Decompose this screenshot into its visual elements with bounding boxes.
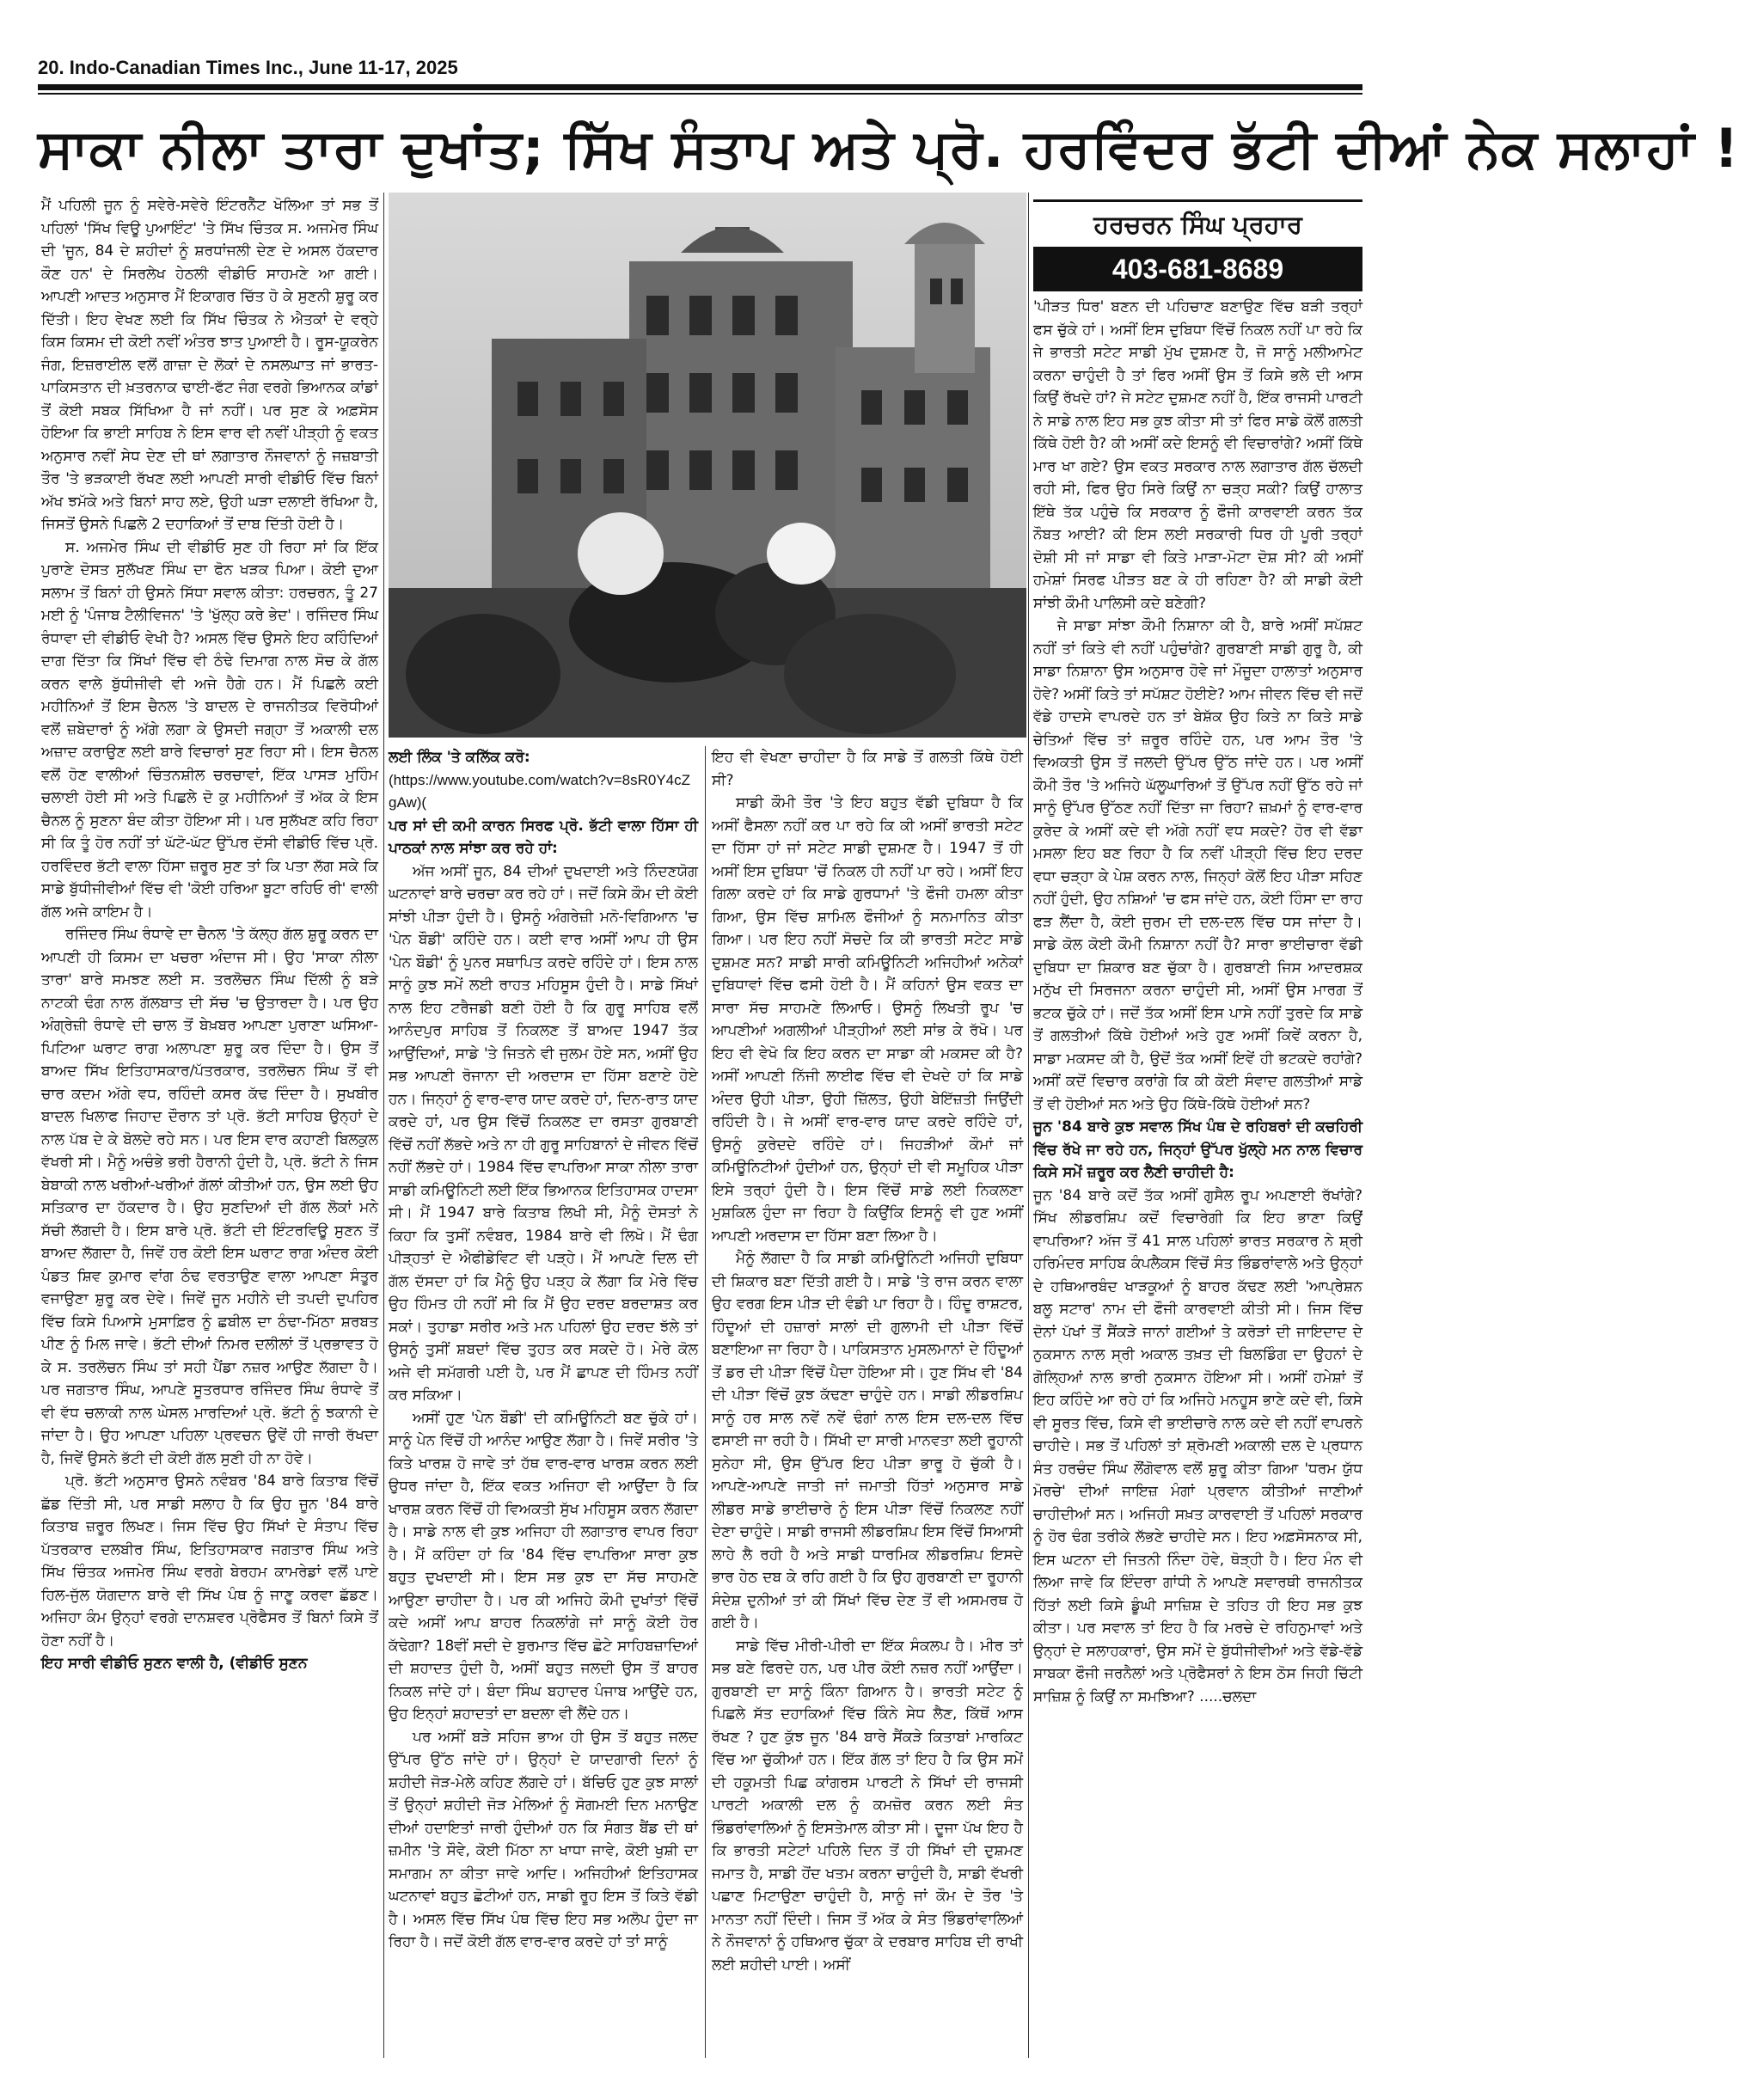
article-paragraph-bold: ਇਹ ਸਾਰੀ ਵੀਡੀਓ ਸੁਣਨ ਵਾਲੀ ਹੈ, (ਵੀਡੀਓ ਸੁਣਨ <box>41 1655 308 1672</box>
article-paragraph: ਜੂਨ '84 ਬਾਰੇ ਕਦੋਂ ਤੱਕ ਅਸੀਂ ਗੁਸੈਲ ਰੂਪ ਅਪਣਾਈ ਰੱਖਾਂਗੇ? ਸਿੱਖ ਲੀਡਰਸ਼ਿਪ ਕਦੋਂ ਵਿਚਾਰੇਗੀ ਕਿ ਇਹ ਭਾਣਾ ਕਿਉਂ ਵਾਪਰਿਆ? ਅੱਜ ਤੋਂ 41 ਸਾਲ ਪਹਿਲਾਂ ਭਾਰਤ ਸਰਕਾਰ ਨੇ ਸ਼੍ਰੀ ਹਰਿਮੰਦਰ ਸਾਹਿਬ ਕੰਪਲੈਕਸ ਵਿੱਚੋਂ ਸੰਤ ਭਿੰਡਰਾਂਵਾਲੇ ਅਤੇ ਉਨ੍ਹਾਂ ਦੇ ਹਥਿਆਰਬੰਦ ਖਾੜਕੂਆਂ ਨੂੰ ਬਾਹਰ ਕੱਢਣ ਲਈ 'ਆਪ੍ਰੇਸ਼ਨ ਬਲੂ ਸਟਾਰ' ਨਾਮ ਦੀ ਫੌਜੀ ਕਾਰਵਾਈ ਕੀਤੀ ਸੀ। ਜਿਸ ਵਿੱਚ ਦੋਨਾਂ ਪੱਖਾਂ ਤੋਂ ਸੈਂਕੜੇ ਜਾਨਾਂ ਗਈਆਂ ਤੇ ਕਰੋੜਾਂ ਦੀ ਜਾਇਦਾਦ ਦੇ ਨੁਕਸਾਨ ਨਾਲ ਸ੍ਰੀ ਅਕਾਲ ਤਖ਼ਤ ਦੀ ਬਿਲਡਿੰਗ ਦਾ ਉਹਨਾਂ ਦੇ ਗੋਲ੍ਹਿਆਂ ਨਾਲ ਭਾਰੀ ਨੁਕਸਾਨ ਹੋਇਆ ਸੀ। ਅਸੀਂ ਹਮੇਸ਼ਾਂ ਤੋਂ ਇਹ ਕਹਿੰਦੇ ਆ ਰਹੇ ਹਾਂ ਕਿ ਅਜਿਹੇ ਮਨਹੂਸ ਭਾਣੇ ਕਦੇ ਵੀ, ਕਿਸੇ ਵੀ ਸੂਰਤ ਵਿੱਚ, ਕਿਸੇ ਵੀ ਭਾਈਚਾਰੇ ਨਾਲ ਕਦੇ ਵੀ ਨਹੀਂ ਵਾਪਰਨੇ ਚਾਹੀਦੇ। ਸਭ ਤੋਂ ਪਹਿਲਾਂ ਤਾਂ ਸ਼੍ਰੋਮਣੀ ਅਕਾਲੀ ਦਲ ਦੇ ਪ੍ਰਧਾਨ ਸੰਤ ਹਰਚੰਦ ਸਿੰਘ ਲੌਂਗੋਵਾਲ ਵਲੋਂ ਸ਼ੁਰੂ ਕੀਤਾ ਗਿਆ 'ਧਰਮ ਯੁੱਧ ਮੋਰਚੇ' ਦੀਆਂ ਜਾਇਜ਼ ਮੰਗਾਂ ਪ੍ਰਵਾਨ ਕੀਤੀਆਂ ਜਾਣੀਆਂ ਚਾਹੀਦੀਆਂ ਸਨ। ਅਜਿਹੀ ਸਖ਼ਤ ਕਾਰਵਾਈ ਤੋਂ ਪਹਿਲਾਂ ਸਰਕਾਰ ਨੂੰ ਹੋਰ ਢੰਗ ਤਰੀਕੇ ਲੱਭਣੇ ਚਾਹੀਦੇ ਸਨ। ਇਹ ਅਫ਼ਸੋਸਨਾਕ ਸੀ, ਇਸ ਘਟਨਾ ਦੀ ਜਿਤਨੀ ਨਿੰਦਾ ਹੋਵੇ, ਥੋੜ੍ਹੀ ਹੈ। ਇਹ ਮੰਨ ਵੀ ਲਿਆ ਜਾਵੇ ਕਿ ਇੰਦਰਾ ਗਾਂਧੀ ਨੇ ਆਪਣੇ ਸਵਾਰਥੀ ਰਾਜਨੀਤਕ ਹਿੱਤਾਂ ਲਈ ਕਿਸੇ ਡੂੰਘੀ ਸਾਜ਼ਿਸ਼ ਦੇ ਤਹਿਤ ਹੀ ਇਹ ਸਭ ਕੁਝ ਕੀਤਾ। ਪਰ ਸਵਾਲ ਤਾਂ ਇਹ ਹੈ ਕਿ ਮਰਚੇ ਦੇ ਰਹਿਨੁਮਾਵਾਂ ਅਤੇ ਉਨ੍ਹਾਂ ਦੇ ਸਲਾਹਕਾਰਾਂ, ਉਸ ਸਮੇਂ ਦੇ ਬੁੱਧੀਜੀਵੀਆਂ ਅਤੇ ਵੱਡੇ-ਵੱਡੇ ਸਾਬਕਾ ਫੌਜੀ ਜਰਨੈਲਾਂ ਅਤੇ ਪ੍ਰੋਫੈਸਰਾਂ ਨੇ ਇਸ ਠੋਸ ਜਿਹੀ ਚਿੱਟੀ ਸਾਜ਼ਿਸ਼ ਨੂੰ ਕਿਉਂ ਨਾ ਸਮਝਿਆ? .....ਚਲਦਾ <box>1033 1186 1362 1705</box>
author-phone: 403-681-8689 <box>1033 247 1362 291</box>
article-paragraph: ਸਾਡੇ ਵਿੱਚ ਮੀਰੀ-ਪੀਰੀ ਦਾ ਇੱਕ ਸੰਕਲਪ ਹੈ। ਮੀਰ ਤਾਂ ਸਭ ਬਣੇ ਫਿਰਦੇ ਹਨ, ਪਰ ਪੀਰ ਕੋਈ ਨਜ਼ਰ ਨਹੀਂ ਆਉਂਦਾ। ਗੁਰਬਾਣੀ ਦਾ ਸਾਨੂੰ ਕਿੰਨਾ ਗਿਆਨ ਹੈ। ਭਾਰਤੀ ਸਟੇਟ ਨੂੰ ਪਿਛਲੇ ਸੱਤ ਦਹਾਕਿਆਂ ਵਿੱਚ ਕਿੰਨੇ ਸੇਧ ਲੈਣ, ਕਿੱਥੋਂ ਆਸ ਰੱਖਣ ? ਹੁਣ ਕੁੱਝ ਜੂਨ '84 ਬਾਰੇ ਸੈਂਕੜੇ ਕਿਤਾਬਾਂ ਮਾਰਕਿਟ ਵਿੱਚ ਆ ਚੁੱਕੀਆਂ ਹਨ। ਇੱਕ ਗੱਲ ਤਾਂ ਇਹ ਹੈ ਕਿ ਉਸ ਸਮੇਂ ਦੀ ਹਕੂਮਤੀ ਪਿਛ ਕਾਂਗਰਸ ਪਾਰਟੀ ਨੇ ਸਿੱਖਾਂ ਦੀ ਰਾਜਸੀ ਪਾਰਟੀ ਅਕਾਲੀ ਦਲ ਨੂੰ ਕਮਜ਼ੋਰ ਕਰਨ ਲਈ ਸੰਤ ਭਿੰਡਰਾਂਵਾਲਿਆਂ ਨੂੰ ਇਸਤੇਮਾਲ ਕੀਤਾ ਸੀ। ਦੂਜਾ ਪੱਖ ਇਹ ਹੈ ਕਿ ਭਾਰਤੀ ਸਟੇਟਾਂ ਪਹਿਲੇ ਦਿਨ ਤੋਂ ਹੀ ਸਿੱਖਾਂ ਦੀ ਦੁਸ਼ਮਣ ਜਮਾਤ ਹੈ, ਸਾਡੀ ਹੋਂਦ ਖਤਮ ਕਰਨਾ ਚਾਹੁੰਦੀ ਹੈ, ਸਾਡੀ ਵੱਖਰੀ ਪਛਾਣ ਮਿਟਾਉਣਾ ਚਾਹੁੰਦੀ ਹੈ, ਸਾਨੂੰ ਜਾਂ ਕੌਮ ਦੇ ਤੌਰ 'ਤੇ ਮਾਨਤਾ ਨਹੀਂ ਦਿੰਦੀ। ਜਿਸ ਤੋਂ ਅੱਕ ਕੇ ਸੰਤ ਭਿੰਡਰਾਂਵਾਲਿਆਂ ਨੇ ਨੌਜਵਾਨਾਂ ਨੂੰ ਹਥਿਆਰ ਚੁੱਕਾ ਕੇ ਦਰਬਾਰ ਸਾਹਿਬ ਦੀ ਰਾਖੀ ਲਈ ਸ਼ਹੀਦੀ ਪਾਈ। ਅਸੀਂ <box>712 1637 1023 1974</box>
historic-building-photo <box>389 193 1026 738</box>
article-column-3 <box>712 746 1023 2058</box>
article-paragraph: ਮੈਨੂੰ ਲੱਗਦਾ ਹੈ ਕਿ ਸਾਡੀ ਕਮਿਊਨਿਟੀ ਅਜਿਹੀ ਦੁਬਿਧਾ ਦੀ ਸ਼ਿਕਾਰ ਬਣਾ ਦਿੱਤੀ ਗਈ ਹੈ। ਸਾਡੇ 'ਤੇ ਰਾਜ ਕਰਨ ਵਾਲਾ ਉਹ ਵਰਗ ਇਸ ਪੀੜ ਦੀ ਵੰਡੀ ਪਾ ਰਿਹਾ ਹੈ। ਹਿੰਦੂ ਰਾਸ਼ਟਰ, ਹਿੰਦੂਆਂ ਦੀ ਹਜ਼ਾਰਾਂ ਸਾਲਾਂ ਦੀ ਗੁਲਾਮੀ ਦੀ ਪੀੜਾ ਵਿੱਚੋਂ ਬਣਾਇਆ ਜਾ ਰਿਹਾ ਹੈ। ਪਾਕਿਸਤਾਨ ਮੁਸਲਮਾਨਾਂ ਦੇ ਹਿੰਦੂਆਂ ਤੋਂ ਡਰ ਦੀ ਪੀੜਾ ਵਿੱਚੋਂ ਪੈਦਾ ਹੋਇਆ ਸੀ। ਹੁਣ ਸਿੱਖ ਵੀ '84 ਦੀ ਪੀੜਾ ਵਿੱਚੋਂ ਕੁਝ ਕੱਢਣਾ ਚਾਹੁੰਦੇ ਹਨ। ਸਾਡੀ ਲੀਡਰਸ਼ਿਪ ਸਾਨੂੰ ਹਰ ਸਾਲ ਨਵੇਂ ਨਵੇਂ ਢੰਗਾਂ ਨਾਲ ਇਸ ਦਲ-ਦਲ ਵਿੱਚ ਫਸਾਈ ਜਾ ਰਹੀ ਹੈ। ਸਿੱਖੀ ਦਾ ਸਾਰੀ ਮਾਨਵਤਾ ਲਈ ਰੂਹਾਨੀ ਸੁਨੇਹਾ ਸੀ, ਉਸ ਉੱਪਰ ਇਹ ਪੀੜਾ ਭਾਰੂ ਹੋ ਚੁੱਕੀ ਹੈ। ਆਪਣੇ-ਆਪਣੇ ਜਾਤੀ ਜਾਂ ਜਮਾਤੀ ਹਿੱਤਾਂ ਅਨੁਸਾਰ ਸਾਡੇ ਲੀਡਰ ਸਾਡੇ ਭਾਈਚਾਰੇ ਨੂੰ ਇਸ ਪੀੜਾ ਵਿੱਚੋਂ ਨਿਕਲਣ ਨਹੀਂ ਦੇਣਾ ਚਾਹੁੰਦੇ। ਸਾਡੀ ਰਾਜਸੀ ਲੀਡਰਸ਼ਿਪ ਇਸ ਵਿੱਚੋਂ ਸਿਆਸੀ ਲਾਹੇ ਲੈ ਰਹੀ ਹੈ ਅਤੇ ਸਾਡੀ ਧਾਰਮਿਕ ਲੀਡਰਸ਼ਿਪ ਇਸਦੇ ਭਾਰ ਹੇਠ ਦਬ ਕੇ ਰਹਿ ਗਈ ਹੈ ਕਿ ਉਹ ਗੁਰਬਾਣੀ ਦਾ ਰੂਹਾਨੀ ਸੰਦੇਸ਼ ਦੁਨੀਆਂ ਤਾਂ ਕੀ ਸਿੱਖਾਂ ਵਿੱਚ ਦੇਣ ਤੋਂ ਵੀ ਅਸਮਰਥ ਹੋ ਗਈ ਹੈ। <box>712 1250 1023 1632</box>
article-paragraph: ਸਾਡੀ ਕੌਮੀ ਤੌਰ 'ਤੇ ਇਹ ਬਹੁਤ ਵੱਡੀ ਦੁਬਿਧਾ ਹੈ ਕਿ ਅਸੀਂ ਫੈਸਲਾ ਨਹੀਂ ਕਰ ਪਾ ਰਹੇ ਕਿ ਕੀ ਅਸੀਂ ਭਾਰਤੀ ਸਟੇਟ ਦਾ ਹਿੱਸਾ ਹਾਂ ਜਾਂ ਸਟੇਟ ਸਾਡੀ ਦੁਸ਼ਮਣ ਹੈ। 1947 ਤੋਂ ਹੀ ਅਸੀਂ ਇਸ ਦੁਬਿਧਾ 'ਚੋਂ ਨਿਕਲ ਹੀ ਨਹੀਂ ਪਾ ਰਹੇ। ਅਸੀਂ ਇਹ ਗਿਲਾ ਕਰਦੇ ਹਾਂ ਕਿ ਸਾਡੇ ਗੁਰਧਾਮਾਂ 'ਤੇ ਫੌਜੀ ਹਮਲਾ ਕੀਤਾ ਗਿਆ, ਉਸ ਵਿੱਚ ਸ਼ਾਮਿਲ ਫੌਜੀਆਂ ਨੂੰ ਸਨਮਾਨਿਤ ਕੀਤਾ ਗਿਆ। ਪਰ ਇਹ ਨਹੀਂ ਸੋਚਦੇ ਕਿ ਕੀ ਭਾਰਤੀ ਸਟੇਟ ਸਾਡੇ ਦੁਸ਼ਮਣ ਸਨ? ਸਾਡੀ ਸਾਰੀ ਕਮਿਊਨਿਟੀ ਅਜਿਹੀਆਂ ਅਨੇਕਾਂ ਦੁਬਿਧਾਵਾਂ ਵਿੱਚ ਫਸੀ ਹੋਈ ਹੈ। ਮੈਂ ਕਹਿਨਾਂ ਉਸ ਵਕਤ ਦਾ ਸਾਰਾ ਸੱਚ ਸਾਹਮਣੇ ਲਿਆਓ। ਉਸਨੂੰ ਲਿਖਤੀ ਰੂਪ 'ਚ ਆਪਣੀਆਂ ਅਗਲੀਆਂ ਪੀੜ੍ਹੀਆਂ ਲਈ ਸਾਂਭ ਕੇ ਰੱਖੋ। ਪਰ ਇਹ ਵੀ ਵੇਖੋ ਕਿ ਇਹ ਕਰਨ ਦਾ ਸਾਡਾ ਕੀ ਮਕਸਦ ਕੀ ਹੈ? ਅਸੀਂ ਆਪਣੀ ਨਿੱਜੀ ਲਾਈਫ ਵਿੱਚ ਵੀ ਦੇਖਦੇ ਹਾਂ ਕਿ ਸਾਡੇ ਅੰਦਰ ਉਹੀ ਪੀੜਾ, ਉਹੀ ਜ਼ਿੱਲਤ, ਉਹੀ ਬੇਇੱਜ਼ਤੀ ਜਿਉਂਦੀ ਰਹਿੰਦੀ ਹੈ। ਜੇ ਅਸੀਂ ਵਾਰ-ਵਾਰ ਯਾਦ ਕਰਦੇ ਰਹਿੰਦੇ ਹਾਂ, ਉਸਨੂੰ ਕੁਰੇਦਦੇ ਰਹਿੰਦੇ ਹਾਂ। ਜਿਹੜੀਆਂ ਕੌਮਾਂ ਜਾਂ ਕਮਿਊਨਿਟੀਆਂ ਹੁੰਦੀਆਂ ਹਨ, ਉਨ੍ਹਾਂ ਦੀ ਵੀ ਸਮੂਹਿਕ ਪੀੜਾ ਇਸੇ ਤਰ੍ਹਾਂ ਹੁੰਦੀ ਹੈ। ਇਸ ਵਿੱਚੋਂ ਸਾਡੇ ਲਈ ਨਿਕਲਣਾ ਮੁਸ਼ਕਿਲ ਹੁੰਦਾ ਜਾ ਰਿਹਾ ਹੈ ਕਿਉਂਕਿ ਇਸਨੂੰ ਵੀ ਹੁਣ ਅਸੀਂ ਆਪਣੀ ਅਰਦਾਸ ਦਾ ਹਿੱਸਾ ਬਣਾ ਲਿਆ ਹੈ। <box>712 794 1023 1245</box>
page-folio: 20. Indo-Canadian Times Inc., June 11-17, 2025 <box>38 57 458 78</box>
article-column-1 <box>41 194 378 2058</box>
link-caption: ਲਈ ਲਿੰਕ 'ਤੇ ਕਲਿੱਕ ਕਰੋ: <box>389 749 530 766</box>
article-column-2 <box>389 746 698 2058</box>
historic-building-illustration <box>389 193 1026 738</box>
article-paragraph: 'ਪੀੜਤ ਧਿਰ' ਬਣਨ ਦੀ ਪਹਿਚਾਣ ਬਣਾਉਣ ਵਿੱਚ ਬੜੀ ਤਰ੍ਹਾਂ ਫਸ ਚੁੱਕੇ ਹਾਂ। ਅਸੀਂ ਇਸ ਦੁਬਿਧਾ ਵਿੱਚੋਂ ਨਿਕਲ ਨਹੀਂ ਪਾ ਰਹੇ ਕਿ ਜੇ ਭਾਰਤੀ ਸਟੇਟ ਸਾਡੀ ਮੁੱਖ ਦੁਸ਼ਮਣ ਹੈ, ਜੋ ਸਾਨੂੰ ਮਲੀਆਮੇਟ ਕਰਨਾ ਚਾਹੁੰਦੀ ਹੈ ਤਾਂ ਫਿਰ ਅਸੀਂ ਉਸ ਤੋਂ ਕਿਸੇ ਭਲੇ ਦੀ ਆਸ ਕਿਉਂ ਰੱਖਦੇ ਹਾਂ? ਜੇ ਸਟੇਟ ਦੁਸ਼ਮਣ ਨਹੀਂ ਹੈ, ਇੱਕ ਰਾਜਸੀ ਪਾਰਟੀ ਨੇ ਸਾਡੇ ਨਾਲ ਇਹ ਸਭ ਕੁਝ ਕੀਤਾ ਸੀ ਤਾਂ ਫਿਰ ਸਾਡੇ ਕੋਲੋਂ ਗਲਤੀ ਕਿੱਥੇ ਹੋਈ ਹੈ? ਕੀ ਅਸੀਂ ਕਦੇ ਇਸਨੂੰ ਵੀ ਵਿਚਾਰਾਂਗੇ? ਅਸੀਂ ਕਿੱਥੇ ਮਾਰ ਖਾ ਗਏ? ਉਸ ਵਕਤ ਸਰਕਾਰ ਨਾਲ ਲਗਾਤਾਰ ਗੱਲ ਚੱਲਦੀ ਰਹੀ ਸੀ, ਫਿਰ ਉਹ ਸਿਰੇ ਕਿਉਂ ਨਾ ਚੜ੍ਹ ਸਕੀ? ਕਿਉਂ ਹਾਲਾਤ ਇੱਥੇ ਤੱਕ ਪਹੁੰਚੇ ਕਿ ਸਰਕਾਰ ਨੂੰ ਫੌਜੀ ਕਾਰਵਾਈ ਕਰਨ ਤੱਕ ਨੌਬਤ ਆਈ? ਕੀ ਇਸ ਲਈ ਸਰਕਾਰੀ ਧਿਰ ਹੀ ਪੂਰੀ ਤਰ੍ਹਾਂ ਦੋਸ਼ੀ ਸੀ ਜਾਂ ਸਾਡਾ ਵੀ ਕਿਤੇ ਮਾੜਾ-ਮੋਟਾ ਦੋਸ਼ ਸੀ? ਕੀ ਅਸੀਂ ਹਮੇਸ਼ਾਂ ਸਿਰਫ ਪੀੜਤ ਬਣ ਕੇ ਹੀ ਰਹਿਣਾ ਹੈ? ਕੀ ਸਾਡੀ ਕੋਈ ਸਾਂਝੀ ਕੌਮੀ ਪਾਲਿਸੀ ਕਦੇ ਬਣੇਗੀ? <box>1033 298 1362 612</box>
article-paragraph: ਪਰ ਅਸੀਂ ਬੜੇ ਸਹਿਜ ਭਾਅ ਹੀ ਉਸ ਤੋਂ ਬਹੁਤ ਜਲਦ ਉੱਪਰ ਉੱਠ ਜਾਂਦੇ ਹਾਂ। ਉਨ੍ਹਾਂ ਦੇ ਯਾਦਗਾਰੀ ਦਿਨਾਂ ਨੂੰ ਸ਼ਹੀਦੀ ਜੋੜ-ਮੇਲੇ ਕਹਿਣ ਲੱਗਦੇ ਹਾਂ। ਬੱਚਿਓ ਹੁਣ ਕੁਝ ਸਾਲਾਂ ਤੋਂ ਉਨ੍ਹਾਂ ਸ਼ਹੀਦੀ ਜੋੜ ਮੇਲਿਆਂ ਨੂੰ ਸੋਗਮਈ ਦਿਨ ਮਨਾਉਣ ਦੀਆਂ ਹਦਾਇਤਾਂ ਜਾਰੀ ਹੁੰਦੀਆਂ ਹਨ ਕਿ ਸੰਗਤ ਬੈਂਡ ਦੀ ਥਾਂ ਜ਼ਮੀਨ 'ਤੇ ਸੌਵੇ, ਕੋਈ ਮਿੱਠਾ ਨਾ ਖਾਧਾ ਜਾਵੇ, ਕੋਈ ਖੁਸ਼ੀ ਦਾ ਸਮਾਗਮ ਨਾ ਕੀਤਾ ਜਾਵੇ ਆਦਿ। ਅਜਿਹੀਆਂ ਇਤਿਹਾਸਕ ਘਟਨਾਵਾਂ ਬਹੁਤ ਛੋਟੀਆਂ ਹਨ, ਸਾਡੀ ਰੂਹ ਇਸ ਤੋਂ ਕਿਤੇ ਵੱਡੀ ਹੈ। ਅਸਲ ਵਿੱਚ ਸਿੱਖ ਪੰਥ ਵਿੱਚ ਇਹ ਸਭ ਅਲੋਪ ਹੁੰਦਾ ਜਾ ਰਿਹਾ ਹੈ। ਜਦੋਂ ਕੋਈ ਗੱਲ ਵਾਰ-ਵਾਰ ਕਰਦੇ ਹਾਂ ਤਾਂ ਸਾਨੂੰ <box>389 1728 698 1950</box>
article-paragraph: ਜੇ ਸਾਡਾ ਸਾਂਝਾ ਕੌਮੀ ਨਿਸ਼ਾਨਾ ਕੀ ਹੈ, ਬਾਰੇ ਅਸੀਂ ਸਪੱਸ਼ਟ ਨਹੀਂ ਤਾਂ ਕਿਤੇ ਵੀ ਨਹੀਂ ਪਹੁੰਚਾਂਗੇ? ਗੁਰਬਾਣੀ ਸਾਡੀ ਗੁਰੂ ਹੈ, ਕੀ ਸਾਡਾ ਨਿਸ਼ਾਨਾ ਉਸ ਅਨੁਸਾਰ ਹੋਵੇ ਜਾਂ ਮੌਜੂਦਾ ਹਾਲਾਤਾਂ ਅਨੁਸਾਰ ਹੋਵੇ? ਅਸੀਂ ਕਿਤੇ ਤਾਂ ਸਪੱਸ਼ਟ ਹੋਈਏ? ਆਮ ਜੀਵਨ ਵਿੱਚ ਵੀ ਜਦੋਂ ਵੱਡੇ ਹਾਦਸੇ ਵਾਪਰਦੇ ਹਨ ਤਾਂ ਬੇਸ਼ੱਕ ਉਹ ਕਿਤੇ ਨਾ ਕਿਤੇ ਸਾਡੇ ਚੇਤਿਆਂ ਵਿੱਚ ਤਾਂ ਜ਼ਰੂਰ ਰਹਿੰਦੇ ਹਨ, ਪਰ ਆਮ ਤੌਰ 'ਤੇ ਵਿਅਕਤੀ ਉਸ ਤੋਂ ਜਲਦੀ ਉੱਪਰ ਉੱਠ ਜਾਂਦੇ ਹਨ। ਪਰ ਅਸੀਂ ਕੌਮੀ ਤੌਰ 'ਤੇ ਅਜਿਹੇ ਘੱਲੂਘਾਰਿਆਂ ਤੋਂ ਉੱਪਰ ਨਹੀਂ ਉੱਠ ਰਹੇ ਜਾਂ ਸਾਨੂੰ ਉੱਪਰ ਉੱਠਣ ਨਹੀਂ ਦਿੱਤਾ ਜਾ ਰਿਹਾ? ਜ਼ਖ਼ਮਾਂ ਨੂੰ ਵਾਰ-ਵਾਰ ਕੁਰੇਦ ਕੇ ਅਸੀਂ ਕਦੇ ਵੀ ਅੱਗੇ ਨਹੀਂ ਵਧ ਸਕਦੇ? ਹੋਰ ਵੀ ਵੱਡਾ ਮਸਲਾ ਇਹ ਬਣ ਰਿਹਾ ਹੈ ਕਿ ਨਵੀਂ ਪੀੜ੍ਹੀ ਵਿੱਚ ਇਹ ਦਰਦ ਵਧਾ ਚੜ੍ਹਾ ਕੇ ਪੇਸ਼ ਕਰਨ ਨਾਲ, ਜਿਨ੍ਹਾਂ ਕੋਲੋਂ ਇਹ ਪੀੜਾ ਸਹਿਣ ਨਹੀਂ ਹੁੰਦੀ, ਉਹ ਨਸ਼ਿਆਂ 'ਚ ਫਸ ਜਾਂਦੇ ਹਨ, ਕੋਈ ਹਿੰਸਾ ਦਾ ਰਾਹ ਫੜ ਲੈਂਦਾ ਹੈ, ਕੋਈ ਜੁਰਮ ਦੀ ਦਲ-ਦਲ ਵਿੱਚ ਧਸ ਜਾਂਦਾ ਹੈ। ਸਾਡੇ ਕੋਲ ਕੋਈ ਕੌਮੀ ਨਿਸ਼ਾਨਾ ਨਹੀਂ ਹੈ? ਸਾਰਾ ਭਾਈਚਾਰਾ ਵੱਡੀ ਦੁਬਿਧਾ ਦਾ ਸ਼ਿਕਾਰ ਬਣ ਚੁੱਕਾ ਹੈ। ਗੁਰਬਾਣੀ ਜਿਸ ਆਦਰਸ਼ਕ ਮਨੁੱਖ ਦੀ ਸਿਰਜਨਾ ਕਰਨਾ ਚਾਹੁੰਦੀ ਸੀ, ਅਸੀਂ ਉਸ ਮਾਰਗ ਤੋਂ ਭਟਕ ਚੁੱਕੇ ਹਾਂ। ਜਦੋਂ ਤੱਕ ਅਸੀਂ ਇਸ ਪਾਸੇ ਨਹੀਂ ਤੁਰਦੇ ਕਿ ਸਾਡੇ ਤੋਂ ਗਲਤੀਆਂ ਕਿੱਥੇ ਹੋਈਆਂ ਅਤੇ ਹੁਣ ਅਸੀਂ ਕਿਵੇਂ ਕਰਨਾ ਹੈ, ਸਾਡਾ ਮਕਸਦ ਕੀ ਹੈ, ਉਦੋਂ ਤੱਕ ਅਸੀਂ ਇਵੇਂ ਹੀ ਭਟਕਦੇ ਰਹਾਂਗੇ? ਅਸੀਂ ਕਦੋਂ ਵਿਚਾਰ ਕਰਾਂਗੇ ਕਿ ਕੀ ਕੋਈ ਸੰਵਾਦ ਗਲਤੀਆਂ ਸਾਡੇ ਤੋਂ ਵੀ ਹੋਈਆਂ ਸਨ ਅਤੇ ਉਹ ਕਿੱਥੇ-ਕਿੱਥੇ ਹੋਈਆਂ ਸਨ? <box>1033 617 1362 1113</box>
top-rule-thin <box>38 93 1362 95</box>
article-paragraph: ਸ. ਅਜਮੇਰ ਸਿੰਘ ਦੀ ਵੀਡੀਓ ਸੁਣ ਹੀ ਰਿਹਾ ਸਾਂ ਕਿ ਇੱਕ ਪੁਰਾਣੇ ਦੋਸਤ ਸੁਲੱਖਣ ਸਿੰਘ ਦਾ ਫੋਨ ਖੜਕ ਪਿਆ। ਕੋਈ ਦੁਆ ਸਲਾਮ ਤੋਂ ਬਿਨਾਂ ਹੀ ਉਸਨੇ ਸਿੱਧਾ ਸਵਾਲ ਕੀਤਾ: ਹਰਚਰਨ, ਤੂੰ 27 ਮਈ ਨੂੰ 'ਪੰਜਾਬ ਟੈਲੀਵਿਜਨ' 'ਤੇ 'ਖੁੱਲ੍ਹ ਕਰੇ ਭੇਦ'। ਰਜਿੰਦਰ ਸਿੰਘ ਰੰਧਾਵਾ ਦੀ ਵੀਡੀਓ ਵੇਖੀ ਹੈ? ਅਸਲ ਵਿੱਚ ਉਸਨੇ ਇਹ ਕਹਿੰਦਿਆਂ ਦਾਗ ਦਿੱਤਾ ਕਿ ਸਿੱਖਾਂ ਵਿੱਚ ਵੀ ਠੰਢੇ ਦਿਮਾਗ ਨਾਲ ਸੋਚ ਕੇ ਗੱਲ ਕਰਨ ਵਾਲੇ ਬੁੱਧੀਜੀਵੀ ਵੀ ਅਜੇ ਹੈਗੇ ਹਨ। ਮੈਂ ਪਿਛਲੇ ਕਈ ਮਹੀਨਿਆਂ ਤੋਂ ਇਸ ਚੈਨਲ 'ਤੇ ਬਾਦਲ ਦੇ ਰਾਜਨੀਤਕ ਵਿਰੋਧੀਆਂ ਵਲੋਂ ਜ਼ਬੇਦਾਰਾਂ ਨੂੰ ਅੱਗੇ ਲਗਾ ਕੇ ਉਸਦੀ ਜਗ੍ਹਾ ਤੋਂ ਅਕਾਲੀ ਦਲ ਅਜ਼ਾਦ ਕਰਾਉਣ ਲਈ ਬਾਰੇ ਵਿਚਾਰਾਂ ਸੁਣ ਰਿਹਾ ਸੀ। ਇਸ ਚੈਨਲ ਵਲੋਂ ਹੋਣ ਵਾਲੀਆਂ ਚਿੰਤਨਸ਼ੀਲ ਚਰਚਾਵਾਂ, ਇੱਕ ਪਾਸੜ ਮੁਹਿੰਮ ਚਲਾਈ ਹੋਈ ਸੀ ਅਤੇ ਪਿਛਲੇ ਦੋ ਕੁ ਮਹੀਨਿਆਂ ਤੋਂ ਅੱਕ ਕੇ ਇਸ ਚੈਨਲ ਨੂੰ ਸੁਣਨਾ ਬੰਦ ਕੀਤਾ ਹੋਇਆ ਸੀ। ਪਰ ਸੁਲੱਖਣ ਕਹਿ ਰਿਹਾ ਸੀ ਕਿ ਤੂੰ ਹੋਰ ਨਹੀਂ ਤਾਂ ਘੱਟੋ-ਘੱਟ ਉੱਪਰ ਦੱਸੀ ਵੀਡੀਓ ਵਿੱਚ ਪ੍ਰੋ. ਹਰਵਿੰਦਰ ਭੱਟੀ ਵਾਲਾ ਹਿੱਸਾ ਜ਼ਰੂਰ ਸੁਣ ਤਾਂ ਕਿ ਪਤਾ ਲੱਗ ਸਕੇ ਕਿ ਸਾਡੇ ਬੁੱਧੀਜੀਵੀਆਂ ਵਿੱਚ ਵੀ 'ਕੋਈ ਹਰਿਆ ਬੂਟਾ ਰਹਿਓ ਰੀ' ਵਾਲੀ ਗੱਲ ਅਜੇ ਕਾਇਮ ਹੈ। <box>41 538 378 921</box>
article-subhead: ਜੂਨ '84 ਬਾਰੇ ਕੁਝ ਸਵਾਲ ਸਿੱਖ ਪੰਥ ਦੇ ਰਹਿਬਰਾਂ ਦੀ ਕਚਹਿਰੀ ਵਿੱਚ ਰੱਖੇ ਜਾ ਰਹੇ ਹਨ, ਜਿਨ੍ਹਾਂ ਉੱਪਰ ਖੁੱਲ੍ਹੇ ਮਨ ਨਾਲ ਵਿਚਾਰ ਕਿਸੇ ਸਮੇਂ ਜ਼ਰੂਰ ਕਰ ਲੈਣੀ ਚਾਹੀਦੀ ਹੈ: <box>1033 1118 1362 1181</box>
headline: ਸਾਕਾ ਨੀਲਾ ਤਾਰਾ ਦੁਖਾਂਤ; ਸਿੱਖ ਸੰਤਾਪ ਅਤੇ ਪ੍ਰੋ. ਹਰਵਿੰਦਰ ਭੱਟੀ ਦੀਆਂ ਨੇਕ ਸਲਾਹਾਂ ! <box>38 117 1739 180</box>
author-name: ਹਰਚਰਨ ਸਿੰਘ ਪ੍ਰਹਾਰ <box>1033 199 1362 247</box>
article-paragraph: ਮੈਂ ਪਹਿਲੀ ਜੂਨ ਨੂੰ ਸਵੇਰੇ-ਸਵੇਰੇ ਇੰਟਰਨੈੱਟ ਖੋਲਿਆ ਤਾਂ ਸਭ ਤੋਂ ਪਹਿਲਾਂ 'ਸਿੱਖ ਵਿਊ ਪੁਆਇੰਟ' 'ਤੇ ਸਿੱਖ ਚਿੰਤਕ ਸ. ਅਜਮੇਰ ਸਿੰਘ ਦੀ 'ਜੂਨ, 84 ਦੇ ਸ਼ਹੀਦਾਂ ਨੂੰ ਸ਼ਰਧਾਂਜਲੀ ਦੇਣ ਦੇ ਅਸਲ ਹੱਕਦਾਰ ਕੌਣ ਹਨ' ਦੇ ਸਿਰਲੇਖ ਹੇਠਲੀ ਵੀਡੀਓ ਸਾਹਮਣੇ ਆ ਗਈ। ਆਪਣੀ ਆਦਤ ਅਨੁਸਾਰ ਮੈਂ ਇਕਾਗਰ ਚਿੱਤ ਹੋ ਕੇ ਸੁਣਨੀ ਸ਼ੁਰੂ ਕਰ ਦਿੱਤੀ। ਇਹ ਵੇਖਣ ਲਈ ਕਿ ਸਿੱਖ ਚਿੰਤਕ ਨੇ ਐਤਕਾਂ ਦੇ ਵਰ੍ਹੇ ਕਿਸ ਕਿਸਮ ਦੀ ਕੋਈ ਨਵੀਂ ਅੰਤਰ ਝਾਤ ਪੁਆਈ ਹੈ। ਰੂਸ-ਯੂਕਰੇਨ ਜੰਗ, ਇਜ਼ਰਾਈਲ ਵਲੋਂ ਗਾਜ਼ਾ ਦੇ ਲੋਕਾਂ ਦੇ ਨਸਲਘਾਤ ਜਾਂ ਭਾਰਤ-ਪਾਕਿਸਤਾਨ ਦੀ ਖ਼ਤਰਨਾਕ ਢਾਈ-ਫੱਟ ਜੰਗ ਵਰਗੇ ਭਿਆਨਕ ਕਾਂਡਾਂ ਤੋਂ ਕੋਈ ਸਬਕ ਸਿੱਖਿਆ ਹੈ ਜਾਂ ਨਹੀਂ। ਪਰ ਸੁਣ ਕੇ ਅਫ਼ਸੋਸ ਹੋਇਆ ਕਿ ਭਾਈ ਸਾਹਿਬ ਨੇ ਇਸ ਵਾਰ ਵੀ ਨਵੀਂ ਪੀੜ੍ਹੀ ਨੂੰ ਵਕਤ ਅਨੁਸਾਰ ਨਵੀਂ ਸੇਧ ਦੇਣ ਦੀ ਥਾਂ ਲਗਾਤਾਰ ਨੌਜਵਾਨਾਂ ਨੂੰ ਜਜ਼ਬਾਤੀ ਤੌਰ 'ਤੇ ਭੜਕਾਈ ਰੱਖਣ ਲਈ ਆਪਣੀ ਸਾਰੀ ਵੀਡੀਓ ਵਿੱਚ ਬਿਨਾਂ ਅੱਖ ਝਮੱਕੇ ਅਤੇ ਬਿਨਾਂ ਸਾਹ ਲਏ, ਉਹੀ ਘੜਾ ਦਲਾਈ ਰੱਖਿਆ ਹੈ, ਜਿਸਤੋਂ ਉਸਨੇ ਪਿਛਲੇ 2 ਦਹਾਕਿਆਂ ਤੋਂ ਦਾਬ ਦਿੱਤੀ ਹੋਈ ਹੈ। <box>41 197 378 533</box>
column-divider <box>705 746 706 2058</box>
article-paragraph: ਪ੍ਰੋ. ਭੱਟੀ ਅਨੁਸਾਰ ਉਸਨੇ ਨਵੰਬਰ '84 ਬਾਰੇ ਕਿਤਾਬ ਵਿੱਚੋਂ ਛੱਡ ਦਿੱਤੀ ਸੀ, ਪਰ ਸਾਡੀ ਸਲਾਹ ਹੈ ਕਿ ਉਹ ਜੂਨ '84 ਬਾਰੇ ਕਿਤਾਬ ਜ਼ਰੂਰ ਲਿਖਣ। ਜਿਸ ਵਿੱਚ ਉਹ ਸਿੱਖਾਂ ਦੇ ਸੰਤਾਪ ਵਿੱਚ ਪੱਤਰਕਾਰ ਦਲਬੀਰ ਸਿੰਘ, ਇਤਿਹਾਸਕਾਰ ਜਗਤਾਰ ਸਿੰਘ ਅਤੇ ਸਿੱਖ ਚਿੰਤਕ ਅਜਮੇਰ ਸਿੰਘ ਵਰਗੇ ਬੇਰਹਮ ਕਾਮਰੇਡਾਂ ਵਲੋਂ ਪਾਏ ਹਿਲ-ਜੁੱਲ ਯੋਗਦਾਨ ਬਾਰੇ ਵੀ ਸਿੱਖ ਪੰਥ ਨੂੰ ਜਾਣੂ ਕਰਵਾ ਛੱਡਣ। ਅਜਿਹਾ ਕੰਮ ਉਨ੍ਹਾਂ ਵਰਗੇ ਦਾਨਸ਼ਵਰ ਪ੍ਰੋਫੈਸਰ ਤੋਂ ਬਿਨਾਂ ਕਿਸੇ ਤੋਂ ਹੋਣਾ ਨਹੀਂ ਹੈ। <box>41 1472 378 1650</box>
author-byline <box>1033 199 1362 289</box>
video-link[interactable]: (https://www.youtube.com/watch?v=8sR0Y4cZgAw)( <box>389 771 691 811</box>
column-divider <box>1028 193 1029 2058</box>
top-rule <box>38 84 1362 90</box>
article-paragraph: ਅੱਜ ਅਸੀਂ ਜੂਨ, 84 ਦੀਆਂ ਦੁਖਦਾਈ ਅਤੇ ਨਿੰਦਣਯੋਗ ਘਟਨਾਵਾਂ ਬਾਰੇ ਚਰਚਾ ਕਰ ਰਹੇ ਹਾਂ। ਜਦੋਂ ਕਿਸੇ ਕੌਮ ਦੀ ਕੋਈ ਸਾਂਝੀ ਪੀੜਾ ਹੁੰਦੀ ਹੈ। ਉਸਨੂੰ ਅੰਗਰੇਜ਼ੀ ਮਨੋ-ਵਿਗਿਆਨ 'ਚ 'ਪੇਨ ਬੌਡੀ' ਕਹਿੰਦੇ ਹਨ। ਕਈ ਵਾਰ ਅਸੀਂ ਆਪ ਹੀ ਉਸ 'ਪੇਨ ਬੌਡੀ' ਨੂੰ ਪੁਨਰ ਸਥਾਪਿਤ ਕਰਦੇ ਰਹਿੰਦੇ ਹਾਂ। ਇਸ ਨਾਲ ਸਾਨੂੰ ਕੁਝ ਸਮੇਂ ਲਈ ਰਾਹਤ ਮਹਿਸੂਸ ਹੁੰਦੀ ਹੈ। ਸਾਡੇ ਸਿੱਖਾਂ ਨਾਲ ਇਹ ਟਰੈਜਡੀ ਬਣੀ ਹੋਈ ਹੈ ਕਿ ਗੁਰੂ ਸਾਹਿਬ ਵਲੋਂ ਆਨੰਦਪੁਰ ਸਾਹਿਬ ਤੋਂ ਨਿਕਲਣ ਤੋਂ ਬਾਅਦ 1947 ਤੱਕ ਆਉਂਦਿਆਂ, ਸਾਡੇ 'ਤੇ ਜਿਤਨੇ ਵੀ ਜੁਲਮ ਹੋਏ ਸਨ, ਅਸੀਂ ਉਹ ਸਭ ਆਪਣੀ ਰੋਜਾਨਾ ਦੀ ਅਰਦਾਸ ਦਾ ਹਿੱਸਾ ਬਣਾਏ ਹੋਏ ਹਨ। ਜਿਨ੍ਹਾਂ ਨੂੰ ਵਾਰ-ਵਾਰ ਯਾਦ ਕਰਦੇ ਹਾਂ, ਦਿਨ-ਰਾਤ ਯਾਦ ਕਰਦੇ ਹਾਂ, ਪਰ ਉਸ ਵਿੱਚੋਂ ਨਿਕਲਣ ਦਾ ਰਸਤਾ ਗੁਰਬਾਣੀ ਵਿੱਚੋਂ ਨਹੀਂ ਲੱਭਦੇ ਅਤੇ ਨਾ ਹੀ ਗੁਰੂ ਸਾਹਿਬਾਨਾਂ ਦੇ ਜੀਵਨ ਵਿੱਚੋਂ ਨਹੀਂ ਲੱਭਦੇ ਹਾਂ। 1984 ਵਿੱਚ ਵਾਪਰਿਆ ਸਾਕਾ ਨੀਲਾ ਤਾਰਾ ਸਾਡੀ ਕਮਿਊਨਿਟੀ ਲਈ ਇੱਕ ਭਿਆਨਕ ਇਤਿਹਾਸਕ ਹਾਦਸਾ ਸੀ। ਮੈਂ 1947 ਬਾਰੇ ਕਿਤਾਬ ਲਿਖੀ ਸੀ, ਮੈਨੂੰ ਦੋਸਤਾਂ ਨੇ ਕਿਹਾ ਕਿ ਤੁਸੀਂ ਨਵੰਬਰ, 1984 ਬਾਰੇ ਵੀ ਲਿਖੋ। ਮੈਂ ਢੰਗ ਪੀੜ੍ਹਤਾਂ ਦੇ ਐਫੀਡੇਵਿਟ ਵੀ ਪੜ੍ਹੇ। ਮੈਂ ਆਪਣੇ ਦਿਲ ਦੀ ਗੱਲ ਦੱਸਦਾ ਹਾਂ ਕਿ ਮੈਨੂੰ ਉਹ ਪੜ੍ਹ ਕੇ ਲੱਗਾ ਕਿ ਮੇਰੇ ਵਿੱਚ ਉਹ ਹਿੰਮਤ ਹੀ ਨਹੀਂ ਸੀ ਕਿ ਮੈਂ ਉਹ ਦਰਦ ਬਰਦਾਸ਼ਤ ਕਰ ਸਕਾਂ। ਤੁਹਾਡਾ ਸਰੀਰ ਅਤੇ ਮਨ ਪਹਿਲਾਂ ਉਹ ਦਰਦ ਝੱਲੇ ਤਾਂ ਉਸਨੂੰ ਤੁਸੀਂ ਸ਼ਬਦਾਂ ਵਿੱਚ ਤੁਹਤ ਕਰ ਸਕਦੇ ਹੋ। ਮੇਰੇ ਕੋਲ ਅਜੇ ਵੀ ਸਮੱਗਰੀ ਪਈ ਹੈ, ਪਰ ਮੈਂ ਛਾਪਣ ਦੀ ਹਿੰਮਤ ਨਹੀਂ ਕਰ ਸਕਿਆ। <box>389 862 698 1404</box>
article-subhead: ਪਰ ਸਾਂ ਦੀ ਕਮੀ ਕਾਰਨ ਸਿਰਫ ਪ੍ਰੋ. ਭੱਟੀ ਵਾਲਾ ਹਿੱਸਾ ਹੀ ਪਾਠਕਾਂ ਨਾਲ ਸਾਂਝਾ ਕਰ ਰਹੇ ਹਾਂ: <box>389 817 698 857</box>
article-paragraph: ਰਜਿੰਦਰ ਸਿੰਘ ਰੰਧਾਵੇ ਦਾ ਚੈਨਲ 'ਤੇ ਕੱਲ੍ਹ ਗੱਲ ਸ਼ੁਰੂ ਕਰਨ ਦਾ ਆਪਣੀ ਹੀ ਕਿਸਮ ਦਾ ਖਚਰਾ ਅੰਦਾਜ ਸੀ। ਉਹ 'ਸਾਕਾ ਨੀਲਾ ਤਾਰਾ' ਬਾਰੇ ਸਮਝਣ ਲਈ ਸ. ਤਰਲੋਚਨ ਸਿੰਘ ਦਿੱਲੀ ਨੂੰ ਬੜੇ ਨਾਟਕੀ ਢੰਗ ਨਾਲ ਗੱਲਬਾਤ ਦੀ ਸੱਚ 'ਚ ਉਤਾਰਦਾ ਹੈ। ਪਰ ਉਹ ਅੰਗ੍ਰੇਜ਼ੀ ਰੰਧਾਵੇ ਦੀ ਚਾਲ ਤੋਂ ਬੇਖ਼ਬਰ ਆਪਣਾ ਪੁਰਾਣਾ ਘਸਿਆ-ਪਿਟਿਆ ਘਰਾਟ ਰਾਗ ਅਲਾਪਣਾ ਸ਼ੁਰੂ ਕਰ ਦਿੰਦਾ ਹੈ। ਉਸ ਤੋਂ ਬਾਅਦ ਸਿੱਖ ਇਤਿਹਾਸਕਾਰ/ਪੱਤਰਕਾਰ, ਤਰਲੋਚਨ ਸਿੰਘ ਤੋਂ ਵੀ ਚਾਰ ਕਦਮ ਅੱਗੇ ਵਧ, ਰਹਿੰਦੀ ਕਸਰ ਕੱਢ ਦਿੰਦਾ ਹੈ। ਸੁਖਬੀਰ ਬਾਦਲ ਖਿਲਾਫ ਜਿਹਾਦ ਦੌਰਾਨ ਤਾਂ ਪ੍ਰੋ. ਭੱਟੀ ਸਾਹਿਬ ਉਨ੍ਹਾਂ ਦੇ ਨਾਲ ਪੱਬ ਦੇ ਕੇ ਬੋਲਦੇ ਰਹੇ ਸਨ। ਪਰ ਇਸ ਵਾਰ ਕਹਾਣੀ ਬਿਲਕੁਲ ਵੱਖਰੀ ਸੀ। ਮੈਨੂੰ ਅਚੰਭੇ ਭਰੀ ਹੈਰਾਨੀ ਹੁੰਦੀ ਹੈ, ਪ੍ਰੋ. ਭੱਟੀ ਨੇ ਜਿਸ ਬੇਬਾਕੀ ਨਾਲ ਖਰੀਆਂ-ਖਰੀਆਂ ਗੱਲਾਂ ਕੀਤੀਆਂ ਹਨ, ਉਸ ਲਈ ਉਹ ਸਤਿਕਾਰ ਦਾ ਹੱਕਦਾਰ ਹੈ। ਉਹ ਸੁਣਦਿਆਂ ਦੀ ਗੱਲ ਲੋਕਾਂ ਮਨੇ ਸੱਚੀ ਲੱਗਦੀ ਹੈ। ਇਸ ਬਾਰੇ ਪ੍ਰੋ. ਭੱਟੀ ਦੀ ਇੰਟਰਵਿਊ ਸੁਣਨ ਤੋਂ ਬਾਅਦ ਲੱਗਦਾ ਹੈ, ਜਿਵੇਂ ਹਰ ਕੋਈ ਇਸ ਘਰਾਟ ਰਾਗ ਅੰਦਰ ਕੋਈ ਪੰਡਤ ਸ਼ਿਵ ਕੁਮਾਰ ਵਾਂਗ ਠੰਢ ਵਰਤਾਉਣ ਵਾਲਾ ਆਪਣਾ ਸੰਤੂਰ ਵਜਾਉਣਾ ਸ਼ੁਰੂ ਕਰ ਦੇਵੇ। ਜਿਵੇਂ ਜੂਨ ਮਹੀਨੇ ਦੀ ਤਪਦੀ ਦੁਪਹਿਰ ਵਿੱਚ ਕਿਸੇ ਪਿਆਸੇ ਮੁਸਾਫ਼ਿਰ ਨੂੰ ਛਬੀਲ ਦਾ ਠੰਢਾ-ਮਿੱਠਾ ਸ਼ਰਬਤ ਪੀਣ ਨੂੰ ਮਿਲ ਜਾਵੇ। ਭੱਟੀ ਦੀਆਂ ਨਿਮਰ ਦਲੀਲਾਂ ਤੋਂ ਪ੍ਰਭਾਵਤ ਹੋ ਕੇ ਸ. ਤਰਲੋਚਨ ਸਿੰਘ ਤਾਂ ਸਹੀ ਪੈਂਡਾ ਨਜ਼ਰ ਆਉਣ ਲੱਗਦਾ ਹੈ। ਪਰ ਜਗਤਾਰ ਸਿੰਘ, ਆਪਣੇ ਸੂਤਰਧਾਰ ਰਜਿੰਦਰ ਸਿੰਘ ਰੰਧਾਵੇ ਤੋਂ ਵੀ ਵੱਧ ਚਲਾਕੀ ਨਾਲ ਘੇਸਲ ਮਾਰਦਿਆਂ ਪ੍ਰੋ. ਭੱਟੀ ਨੂੰ ਝਕਾਨੀ ਦੇ ਜਾਂਦਾ ਹੈ। ਉਹ ਆਪਣਾ ਪਹਿਲਾ ਪ੍ਰਵਚਨ ਉਵੇਂ ਹੀ ਜਾਰੀ ਰੱਖਦਾ ਹੈ, ਜਿਵੇਂ ਉਸਨੇ ਭੱਟੀ ਦੀ ਕੋਈ ਗੱਲ ਸੁਣੀ ਹੀ ਨਾ ਹੋਵੇ। <box>41 926 378 1467</box>
article-column-4 <box>1033 296 1362 2058</box>
column-divider <box>383 193 384 2058</box>
article-paragraph: ਅਸੀਂ ਹੁਣ 'ਪੇਨ ਬੌਡੀ' ਦੀ ਕਮਿਊਨਿਟੀ ਬਣ ਚੁੱਕੇ ਹਾਂ। ਸਾਨੂੰ ਪੇਨ ਵਿੱਚੋਂ ਹੀ ਆਨੰਦ ਆਉਣ ਲੱਗਾ ਹੈ। ਜਿਵੇਂ ਸਰੀਰ 'ਤੇ ਕਿਤੇ ਖਾਰਸ਼ ਹੋ ਜਾਵੇ ਤਾਂ ਹੱਥ ਵਾਰ-ਵਾਰ ਖਾਰਸ਼ ਕਰਨ ਲਈ ਉਧਰ ਜਾਂਦਾ ਹੈ, ਇੱਕ ਵਕਤ ਅਜਿਹਾ ਵੀ ਆਉਂਦਾ ਹੈ ਕਿ ਖਾਰਸ਼ ਕਰਨ ਵਿੱਚੋਂ ਹੀ ਵਿਅਕਤੀ ਸੁੱਖ ਮਹਿਸੂਸ ਕਰਨ ਲੱਗਦਾ ਹੈ। ਸਾਡੇ ਨਾਲ ਵੀ ਕੁਝ ਅਜਿਹਾ ਹੀ ਲਗਾਤਾਰ ਵਾਪਰ ਰਿਹਾ ਹੈ। ਮੈਂ ਕਹਿੰਦਾ ਹਾਂ ਕਿ '84 ਵਿੱਚ ਵਾਪਰਿਆ ਸਾਰਾ ਕੁਝ ਬਹੁਤ ਦੁਖਦਾਈ ਸੀ। ਇਸ ਸਭ ਕੁਝ ਦਾ ਸੱਚ ਸਾਹਮਣੇ ਆਉਣਾ ਚਾਹੀਦਾ ਹੈ। ਪਰ ਕੀ ਅਜਿਹੇ ਕੌਮੀ ਦੁਖਾਂਤਾਂ ਵਿੱਚੋਂ ਕਦੇ ਅਸੀਂ ਆਪ ਬਾਹਰ ਨਿਕਲਾਂਗੇ ਜਾਂ ਸਾਨੂੰ ਕੋਈ ਹੋਰ ਕੱਢੇਗਾ? 18ਵੀਂ ਸਦੀ ਦੇ ਬੁਰਮਾਤ ਵਿੱਚ ਛੋਟੇ ਸਾਹਿਬਜ਼ਾਦਿਆਂ ਦੀ ਸ਼ਹਾਦਤ ਹੁੰਦੀ ਹੈ, ਅਸੀਂ ਬਹੁਤ ਜਲਦੀ ਉਸ ਤੋਂ ਬਾਹਰ ਨਿਕਲ ਜਾਂਦੇ ਹਾਂ। ਬੰਦਾ ਸਿੰਘ ਬਹਾਦਰ ਪੰਜਾਬ ਆਉਂਦੇ ਹਨ, ਉਹ ਇਨ੍ਹਾਂ ਸ਼ਹਾਦਤਾਂ ਦਾ ਬਦਲਾ ਵੀ ਲੈਂਦੇ ਹਨ। <box>389 1409 698 1723</box>
article-paragraph: ਇਹ ਵੀ ਵੇਖਣਾ ਚਾਹੀਦਾ ਹੈ ਕਿ ਸਾਡੇ ਤੋਂ ਗਲਤੀ ਕਿੱਥੇ ਹੋਈ ਸੀ? <box>712 749 1023 789</box>
